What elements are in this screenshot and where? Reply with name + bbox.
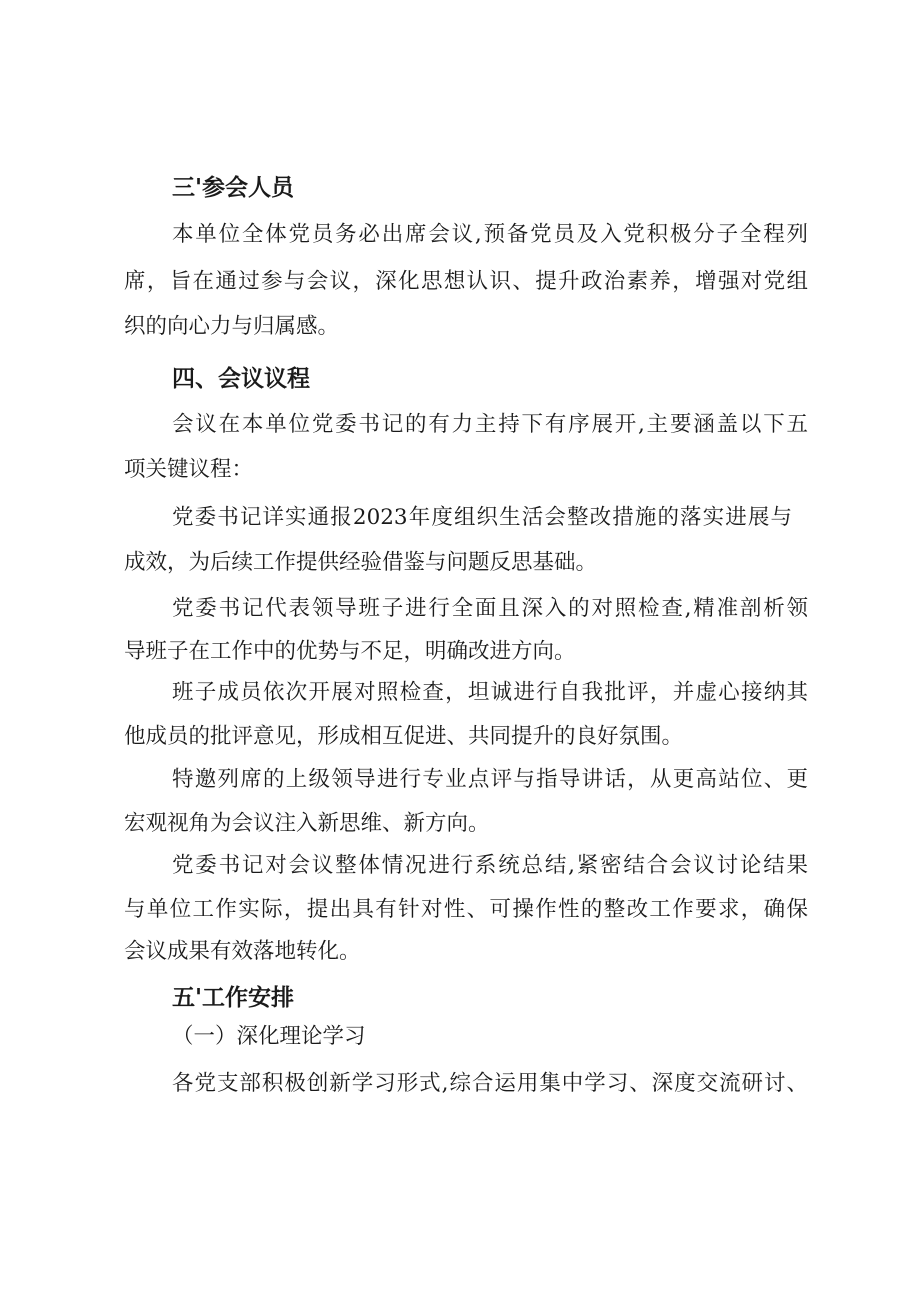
paragraph-line: 他成员的批评意见，形成相互促进、共同提升的良好氛围。	[124, 724, 684, 749]
paragraph-line: 会议在本单位党委书记的有力主持下有序展开,主要涵盖以下五	[172, 412, 808, 437]
paragraph-line: 项关键议程：	[124, 457, 254, 482]
paragraph-line: 党委书记对会议整体情况进行系统总结,紧密结合会议讨论结果	[172, 853, 808, 878]
paragraph-line: 班子成员依次开展对照检查，坦诚进行自我批评，并虚心接纳其	[172, 680, 808, 705]
paragraph-line: 党委书记详实通报2023年度组织生活会整改措施的落实进展与	[172, 505, 792, 530]
paragraph-line: 与单位工作实际，提出具有针对性、可操作性的整改工作要求，确保	[124, 897, 808, 922]
section-heading-attendees: 三'参会人员	[172, 175, 295, 201]
section-heading-agenda: 四、会议议程	[172, 366, 310, 392]
subsection-heading: （一）深化理论学习	[172, 1024, 366, 1049]
section-heading-work-arrangement: 五'工作安排	[172, 985, 295, 1011]
paragraph-line: 会议成果有效落地转化。	[124, 939, 361, 964]
paragraph-line: 席，旨在通过参与会议，深化思想认识、提升政治素养，增强对党组	[124, 269, 808, 294]
paragraph-line: 织的向心力与归属感。	[124, 314, 340, 339]
paragraph-line: 成效，为后续工作提供经验借鉴与问题反思基础。	[124, 550, 598, 575]
paragraph-line: 宏观视角为会议注入新思维、新方向。	[124, 811, 490, 836]
paragraph-line: 各党支部积极创新学习形式,综合运用集中学习、深度交流研讨、	[172, 1071, 808, 1096]
paragraph-line: 导班子在工作中的优势与不足，明确改进方向。	[124, 639, 576, 664]
paragraph-line: 本单位全体党员务必出席会议,预备党员及入党积极分子全程列	[172, 222, 808, 247]
paragraph-line: 党委书记代表领导班子进行全面且深入的对照检查,精准剖析领	[172, 596, 808, 621]
paragraph-line: 特邀列席的上级领导进行专业点评与指导讲话，从更高站位、更	[172, 767, 808, 792]
